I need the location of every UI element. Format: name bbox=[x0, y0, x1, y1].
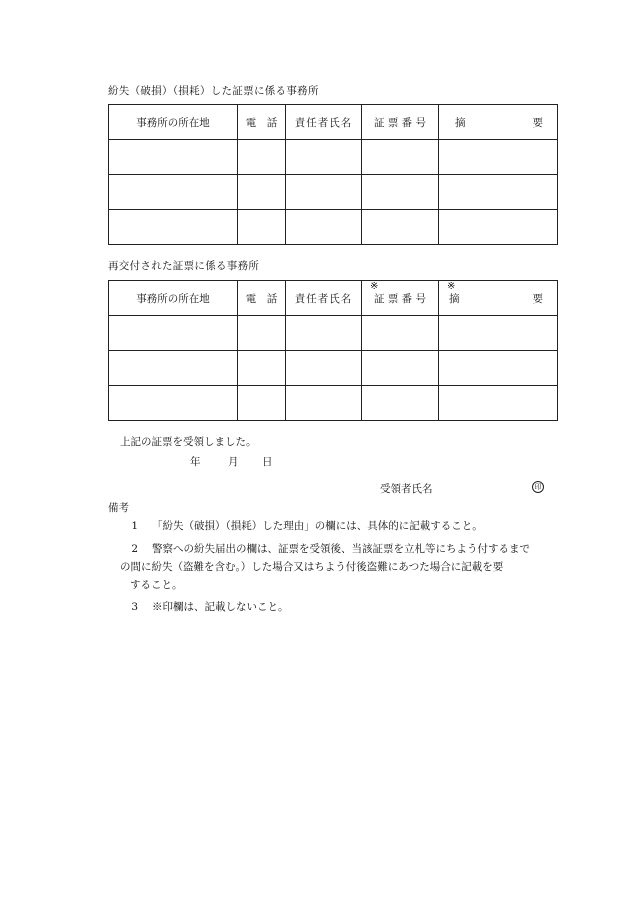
remark-item bbox=[108, 517, 578, 535]
phone-cell[interactable] bbox=[238, 386, 286, 421]
person-cell[interactable] bbox=[286, 351, 362, 386]
table-header-row bbox=[109, 281, 558, 316]
address-cell[interactable] bbox=[109, 316, 238, 351]
header-summary bbox=[439, 105, 558, 140]
mark-note: ※ bbox=[447, 281, 456, 292]
remark-text: ※印欄は、記載しないこと。 bbox=[152, 601, 289, 613]
phone-cell[interactable] bbox=[238, 175, 286, 210]
header-summary-a: 摘 bbox=[455, 116, 466, 129]
number-cell[interactable] bbox=[362, 316, 439, 351]
header-phone: 電 話 bbox=[238, 105, 286, 140]
remarks-title: 備考 bbox=[108, 502, 129, 514]
remark-item bbox=[108, 598, 578, 616]
date-day-label: 日 bbox=[262, 456, 273, 468]
header-person: 責任者氏名 bbox=[286, 105, 362, 140]
person-cell[interactable] bbox=[286, 316, 362, 351]
table-row bbox=[109, 351, 558, 386]
remark-text-continuation: すること。 bbox=[130, 579, 183, 591]
phone-cell[interactable] bbox=[238, 316, 286, 351]
table-row bbox=[109, 316, 558, 351]
mark-note: ※ bbox=[370, 281, 379, 292]
header-phone: 電 話 bbox=[238, 281, 286, 316]
summary-cell[interactable] bbox=[439, 210, 558, 245]
date-year-label: 年 bbox=[190, 456, 201, 468]
seal-mark: 印 bbox=[532, 481, 544, 493]
header-summary bbox=[439, 281, 558, 316]
number-cell[interactable] bbox=[362, 140, 439, 175]
table-header-row bbox=[109, 105, 558, 140]
remark-number: 1 bbox=[131, 520, 138, 532]
phone-cell[interactable] bbox=[238, 210, 286, 245]
header-address: 事務所の所在地 bbox=[109, 105, 238, 140]
header-certificate-number bbox=[362, 281, 439, 316]
address-cell[interactable] bbox=[109, 386, 238, 421]
table-row bbox=[109, 175, 558, 210]
address-cell[interactable] bbox=[109, 210, 238, 245]
date-month-label: 月 bbox=[228, 456, 239, 468]
lost-certificate-office-table bbox=[108, 104, 558, 245]
header-summary-b: 要 bbox=[532, 292, 543, 305]
table-row bbox=[109, 386, 558, 421]
remark-text-continuation: の間に紛失（盗難を含む。）した場合又はちよう付後盗難にあつた場合に記載を要 bbox=[120, 561, 504, 573]
address-cell[interactable] bbox=[109, 175, 238, 210]
address-cell[interactable] bbox=[109, 140, 238, 175]
number-cell[interactable] bbox=[362, 210, 439, 245]
header-address: 事務所の所在地 bbox=[109, 281, 238, 316]
number-cell[interactable] bbox=[362, 386, 439, 421]
header-certificate-number: 証 票 番 号 bbox=[362, 105, 439, 140]
address-cell[interactable] bbox=[109, 351, 238, 386]
person-cell[interactable] bbox=[286, 210, 362, 245]
receiver-name-label: 受領者氏名 bbox=[380, 483, 433, 495]
header-certificate-number-label: 証 票 番 号 bbox=[373, 292, 426, 305]
summary-cell[interactable] bbox=[439, 386, 558, 421]
receipt-statement: 上記の証票を受領しました。 bbox=[120, 436, 257, 448]
section1-title: 紛失（破損）（損耗）した証票に係る事務所 bbox=[108, 85, 319, 97]
remark-text: 警察への紛失届出の欄は、証票を受領後、当該証票を立札等にちよう付するまで bbox=[152, 543, 530, 555]
summary-cell[interactable] bbox=[439, 316, 558, 351]
remark-number: 2 bbox=[131, 543, 138, 555]
person-cell[interactable] bbox=[286, 175, 362, 210]
person-cell[interactable] bbox=[286, 140, 362, 175]
remark-number: 3 bbox=[131, 601, 138, 613]
number-cell[interactable] bbox=[362, 351, 439, 386]
phone-cell[interactable] bbox=[238, 351, 286, 386]
summary-cell[interactable] bbox=[439, 175, 558, 210]
remark-text: 「紛失（破損）（損耗）した理由」の欄には、具体的に記載すること。 bbox=[152, 520, 483, 532]
header-summary-a: 摘 bbox=[449, 292, 460, 305]
header-person: 責任者氏名 bbox=[286, 281, 362, 316]
number-cell[interactable] bbox=[362, 175, 439, 210]
summary-cell[interactable] bbox=[439, 351, 558, 386]
phone-cell[interactable] bbox=[238, 140, 286, 175]
section2-title: 再交付された証票に係る事務所 bbox=[108, 260, 260, 272]
person-cell[interactable] bbox=[286, 386, 362, 421]
table-row bbox=[109, 140, 558, 175]
reissued-certificate-office-table bbox=[108, 280, 558, 421]
remark-item bbox=[108, 540, 578, 594]
summary-cell[interactable] bbox=[439, 140, 558, 175]
table-row bbox=[109, 210, 558, 245]
header-summary-b: 要 bbox=[532, 116, 543, 129]
